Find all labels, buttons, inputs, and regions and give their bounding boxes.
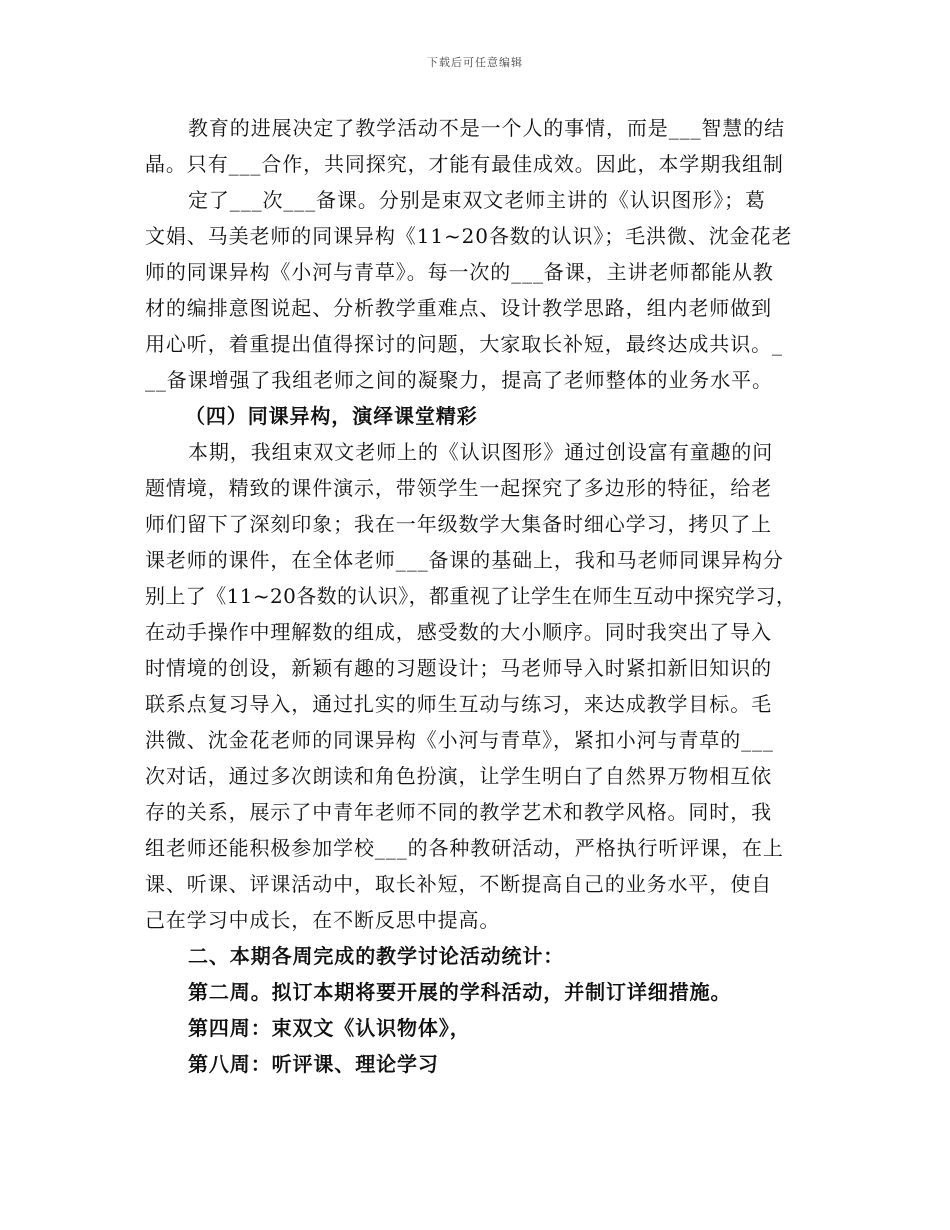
paragraph-line: 材的编排意图说起、分析教学重难点、设计教学思路，组内老师做到 xyxy=(145,296,772,320)
paragraph-line: 本期，我组束双文老师上的《认识图形》通过创设富有童趣的问 xyxy=(188,440,774,464)
paragraph-line: 题情境，精致的课件演示，带领学生一起探究了多边形的特征，给老 xyxy=(145,476,772,500)
paragraph-line: 课老师的课件，在全体老师___备课的基础上，我和马老师同课异构分 xyxy=(145,548,784,572)
page-header: 下载后可任意编辑 xyxy=(427,56,523,69)
section-heading: 二、本期各周完成的教学讨论活动统计： xyxy=(188,944,565,968)
week-item: 第二周。拟订本期将要开展的学科活动，并制订详细措施。 xyxy=(188,980,732,1004)
paragraph-line: 师们留下了深刻印象；我在一年级数学大集备时细心学习，拷贝了上 xyxy=(145,512,772,536)
week-item: 第八周：听评课、理论学习 xyxy=(188,1052,439,1076)
paragraph-line: 时情境的创设，新颖有趣的习题设计；马老师导入时紧扣新旧知识的 xyxy=(145,656,772,680)
section-heading: （四）同课异构，演绎课堂精彩 xyxy=(185,404,478,428)
paragraph-line: 定了___次___备课。分别是束双文老师主讲的《认识图形》；葛 xyxy=(188,188,766,212)
paragraph-line: 存的关系，展示了中青年老师不同的教学艺术和教学风格。同时，我 xyxy=(145,800,772,824)
paragraph-line: 师的同课异构《小河与青草》。每一次的___备课，主讲老师都能从教 xyxy=(145,260,774,284)
paragraph-line: 组老师还能积极参加学校___的各种教研活动，严格执行听评课，在上 xyxy=(145,836,784,860)
paragraph-line: 洪微、沈金花老师的同课异构《小河与青草》，紧扣小河与青草的___ xyxy=(145,728,774,752)
paragraph-line: 己在学习中成长，在不断反思中提高。 xyxy=(145,908,501,932)
paragraph-line: 在动手操作中理解数的组成，感受数的大小顺序。同时我突出了导入 xyxy=(145,620,772,644)
paragraph-line: 次对话，通过多次朗读和角色扮演，让学生明白了自然界万物相互依 xyxy=(145,764,772,788)
paragraph-line: 别上了《11~20各数的认识》，都重视了让学生在师生互动中探究学习， xyxy=(145,584,797,608)
paragraph-line: 晶。只有___合作，共同探究，才能有最佳成效。因此，本学期我组制 xyxy=(145,152,784,176)
paragraph-line: __备课增强了我组老师之间的凝聚力，提高了老师整体的业务水平。 xyxy=(145,368,773,392)
paragraph-line: 教育的进展决定了教学活动不是一个人的事情，而是___智慧的结 xyxy=(188,116,785,140)
paragraph-line: 课、听课、评课活动中，取长补短，不断提高自己的业务水平，使自 xyxy=(145,872,772,896)
paragraph-line: 联系点复习导入，通过扎实的师生互动与练习，来达成教学目标。毛 xyxy=(145,692,772,716)
week-item: 第四周：束双文《认识物体》， xyxy=(188,1016,471,1040)
paragraph-line: 用心听，着重提出值得探讨的问题，大家取长补短，最终达成共识。_ xyxy=(145,332,783,356)
paragraph-line: 文娟、马美老师的同课异构《11~20各数的认识》；毛洪微、沈金花老 xyxy=(145,224,793,248)
